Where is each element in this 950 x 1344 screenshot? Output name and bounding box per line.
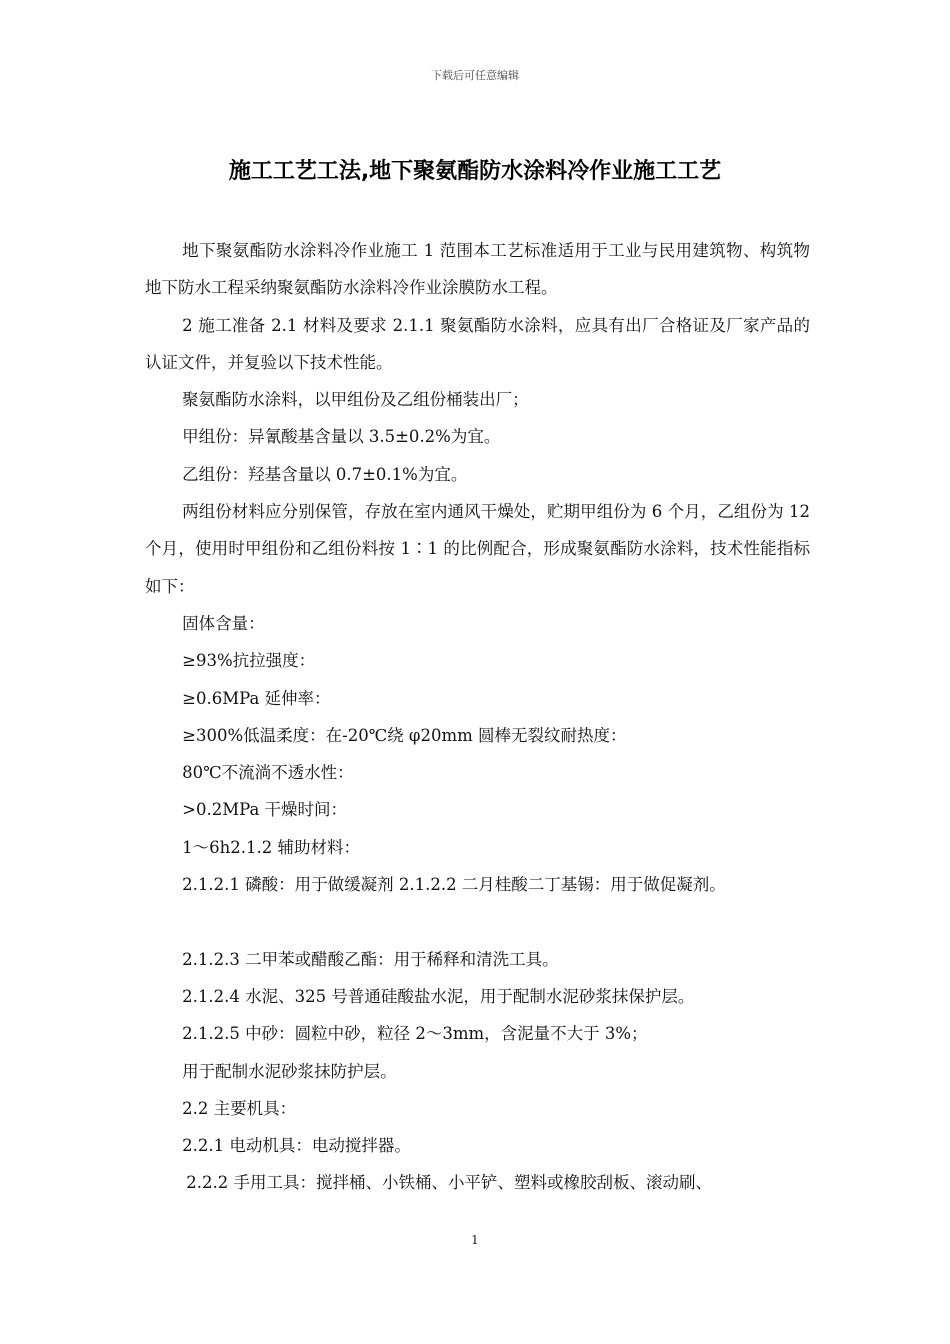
- page-number: 1: [471, 1233, 479, 1247]
- paragraph: 2 施工准备 2.1 材料及要求 2.1.1 聚氨酯防水涂料，应具有出厂合格证及厂家产品的认证文件，并复验以下技术性能。: [145, 315, 810, 372]
- document-title: 施工工艺工法,地下聚氨酯防水涂料冷作业施工工艺: [228, 159, 722, 184]
- paragraph: 两组份材料应分别保管，存放在室内通风干燥处，贮期甲组份为 6 个月，乙组份为 12 个月，使用时甲组份和乙组份料按 1∶1 的比例配合，形成聚氨酯防水涂料，技术性能指标如下：: [145, 502, 810, 596]
- paragraph: 聚氨酯防水涂料，以甲组份及乙组份桶装出厂；: [182, 390, 529, 410]
- paragraph: 2.2 主要机具：: [182, 1098, 297, 1118]
- blank-line: [145, 903, 810, 940]
- paragraph: 用于配制水泥砂浆抹防护层。: [182, 1061, 397, 1081]
- paragraph: 甲组份：异氰酸基含量以 3.5±0.2%为宜。: [182, 427, 501, 447]
- paragraph: 2.1.2.4 水泥、325 号普通硅酸盐水泥，用于配制水泥砂浆抹保护层。: [182, 986, 695, 1006]
- paragraph: 2.2.1 电动机具：电动搅拌器。: [182, 1136, 411, 1156]
- paragraph: 2.1.2.3 二甲苯或醋酸乙酯：用于稀释和清洗工具。: [182, 949, 559, 969]
- paragraph: ≥93%抗拉强度：: [182, 651, 316, 671]
- paragraph: >0.2MPa 干燥时间：: [182, 800, 348, 820]
- paragraph: 固体含量：: [182, 613, 265, 633]
- document-body: [145, 232, 810, 1202]
- paragraph: 80℃不流淌不透水性：: [182, 763, 354, 783]
- paragraph: 2.2.2 手用工具：搅拌桶、小铁桶、小平铲、塑料或橡胶刮板、滚动刷、: [186, 1173, 712, 1193]
- paragraph: ≥0.6MPa 延伸率：: [182, 688, 331, 708]
- paragraph: 2.1.2.1 磷酸：用于做缓凝剂 2.1.2.2 二月桂酸二丁基锡：用于做促凝剂。: [182, 875, 726, 895]
- header-note: 下载后可任意编辑: [431, 69, 519, 82]
- paragraph: 2.1.2.5 中砂：圆粒中砂，粒径 2～3mm，含泥量不大于 3%；: [182, 1024, 648, 1044]
- paragraph: 地下聚氨酯防水涂料冷作业施工 1 范围本工艺标准适用于工业与民用建筑物、构筑物地下防水工程采纳聚氨酯防水涂料冷作业涂膜防水工程。: [145, 241, 810, 298]
- paragraph: 1～6h2.1.2 辅助材料：: [182, 837, 360, 857]
- paragraph: 乙组份：羟基含量以 0.7±0.1%为宜。: [182, 464, 468, 484]
- paragraph: ≥300%低温柔度：在-20℃绕 φ20mm 圆棒无裂纹耐热度：: [182, 725, 627, 745]
